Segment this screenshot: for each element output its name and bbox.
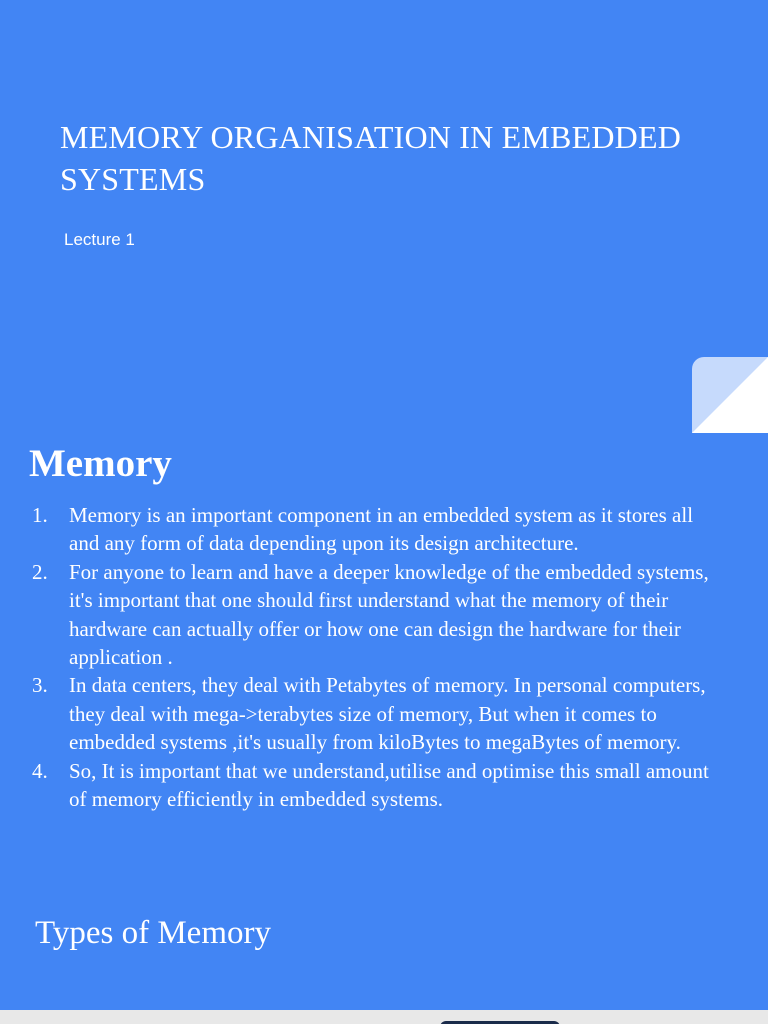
list-item-text: So, It is important that we understand,utilise and optimise this small amount of memory efficiently in embedded systems. — [69, 758, 709, 812]
list-item — [0, 671, 740, 756]
list-item — [0, 757, 740, 814]
page-corner-fold-icon — [692, 357, 768, 433]
list-item-number: 2. — [32, 559, 48, 584]
memory-slide — [0, 434, 768, 1010]
list-item-text: Memory is an important component in an embedded system as it stores all and any form of data depending upon its design architecture. — [69, 503, 694, 556]
list-item — [0, 501, 740, 558]
next-page-edge — [0, 1010, 768, 1024]
list-item-number: 1. — [32, 503, 48, 527]
slide-title: MEMORY ORGANISATION IN EMBEDDED SYSTEMS — [60, 119, 682, 197]
title-slide — [0, 0, 768, 434]
list-item-number: 3. — [32, 673, 48, 698]
types-of-memory-heading: Types of Memory — [35, 915, 271, 951]
list-item-number: 4. — [32, 758, 48, 783]
slide-subtitle: Lecture 1 — [64, 230, 135, 249]
list-item-text: For anyone to learn and have a deeper knowledge of the embedded systems, it's important that one should first understand what the memory of their hardware can actually offer or how one can design the hardware for their application . — [69, 559, 709, 670]
list-item — [0, 558, 740, 672]
section-heading: Memory — [29, 442, 172, 485]
list-item-text: In data centers, they deal with Petabytes of memory. In personal computers, they deal with mega->terabytes size of memory, But when it comes to embedded systems ,it's usually from kiloBytes to megaBytes of memory. — [69, 673, 706, 755]
memory-points-list — [0, 501, 740, 813]
